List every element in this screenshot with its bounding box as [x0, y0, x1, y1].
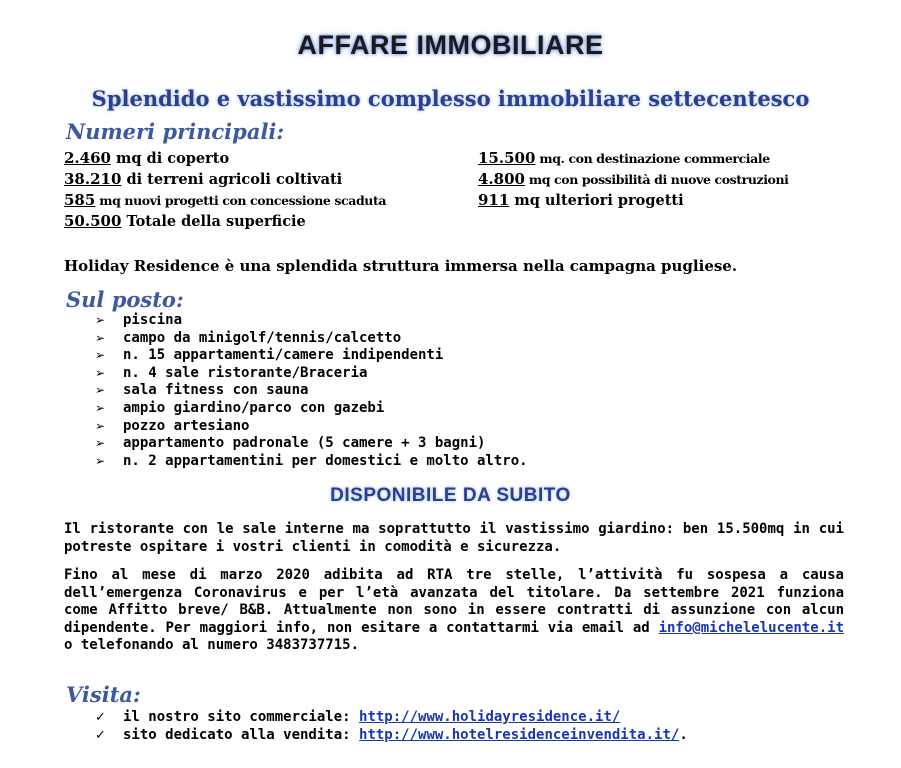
amenities-list: [95, 312, 528, 470]
arrow-bullet-icon: ➢: [95, 383, 106, 398]
commercial-site-link[interactable]: http://www.holidayresidence.it/: [359, 709, 621, 725]
availability-heading: DISPONIBILE DA SUBITO: [330, 485, 571, 506]
sale-site-link[interactable]: http://www.hotelresidenceinvendita.it/: [359, 727, 680, 743]
stat-label: mq con possibilità di nuove costruzioni: [524, 172, 789, 187]
stat-value: 911: [478, 191, 510, 209]
stat-commercial: [478, 149, 770, 167]
stat-value: 15.500: [478, 149, 536, 167]
stat-covered: [64, 149, 229, 167]
arrow-bullet-icon: ➢: [95, 453, 106, 468]
stat-value: 4.800: [478, 170, 525, 188]
section-heading-visita: Visita:: [66, 682, 141, 707]
stat-label: di terreni agricoli coltivati: [121, 171, 343, 188]
arrow-bullet-icon: ➢: [95, 400, 106, 415]
check-icon: ✓: [95, 728, 106, 743]
page-subtitle: Splendido e vastissimo complesso immobiliare settecentesco: [91, 86, 810, 111]
stat-label: mq. con destinazione commerciale: [535, 151, 770, 166]
list-item: ➢ n. 15 appartamenti/camere indipendenti: [95, 347, 444, 364]
stat-label: mq nuovi progetti con concessione scaduta: [95, 193, 387, 208]
arrow-bullet-icon: ➢: [95, 365, 106, 380]
section-heading-numbers: Numeri principali:: [66, 119, 285, 144]
list-item: ➢ n. 4 sale ristorante/Braceria: [95, 364, 368, 381]
email-link[interactable]: info@michelelucente.it: [658, 619, 844, 636]
arrow-bullet-icon: ➢: [95, 418, 106, 433]
stat-value: 585: [64, 191, 96, 209]
list-item: ➢ n. 2 appartamentini per domestici e molto altro.: [95, 452, 528, 469]
list-item: ➢ ampio giardino/parco con gazebi: [95, 399, 385, 416]
check-icon: ✓: [95, 710, 106, 725]
list-item: ➢ appartamento padronale (5 camere + 3 bagni): [95, 435, 486, 452]
section-heading-sul-posto: Sul posto:: [66, 287, 184, 312]
stat-value: 2.460: [64, 149, 111, 167]
stat-value: 38.210: [64, 170, 122, 188]
stat-farmland: [64, 170, 342, 188]
visit-list: [95, 708, 688, 744]
list-item: ➢ piscina: [95, 312, 183, 328]
list-item: ➢ sala fitness con sauna: [95, 382, 309, 399]
stat-further-projects: [478, 191, 684, 209]
stat-label: mq di coperto: [110, 150, 230, 167]
arrow-bullet-icon: ➢: [95, 330, 106, 345]
arrow-bullet-icon: ➢: [95, 313, 106, 327]
stat-value: 50.500: [64, 212, 122, 230]
stat-new-projects: [64, 191, 386, 209]
list-item: ✓ sito dedicato alla vendita: http://www.hotelresidenceinvendita.it/.: [95, 727, 688, 743]
arrow-bullet-icon: ➢: [95, 348, 106, 363]
list-item: ✓ il nostro sito commerciale: http://www.holidayresidence.it/: [95, 709, 621, 725]
paragraph-restaurant: Il ristorante con le sale interne ma soprattutto il vastissimo giardino: ben 15.500mq in cui potreste ospitare i vostri clienti in comodità e sicurezza.: [64, 521, 844, 555]
stat-new-buildings: [478, 170, 789, 188]
list-item: ➢ campo da minigolf/tennis/calcetto: [95, 329, 402, 346]
intro-text: Holiday Residence è una splendida struttura immersa nella campagna pugliese.: [64, 257, 738, 275]
page-title: AFFARE IMMOBILIARE: [297, 30, 604, 60]
stat-label: mq ulteriori progetti: [509, 192, 684, 209]
stat-total-surface: [64, 212, 306, 230]
stat-label: Totale della superficie: [121, 213, 306, 230]
paragraph-history: Fino al mese di marzo 2020 adibita ad RTA tre stelle, l’attività fu sospesa a causa dell’emergenza Coronavirus e per l’età avanzata del titolare. Da settembre 2021 funziona come Affitto breve/ B&B. Attualmente non sono in essere contratti di assunzione con alcun dipendente. Per maggiori info, non esitare a contattarmi via email ad info@michelelucente.it o telefonando al numero 3483737715.: [64, 567, 844, 654]
arrow-bullet-icon: ➢: [95, 436, 106, 451]
list-item: ➢ pozzo artesiano: [95, 417, 250, 434]
